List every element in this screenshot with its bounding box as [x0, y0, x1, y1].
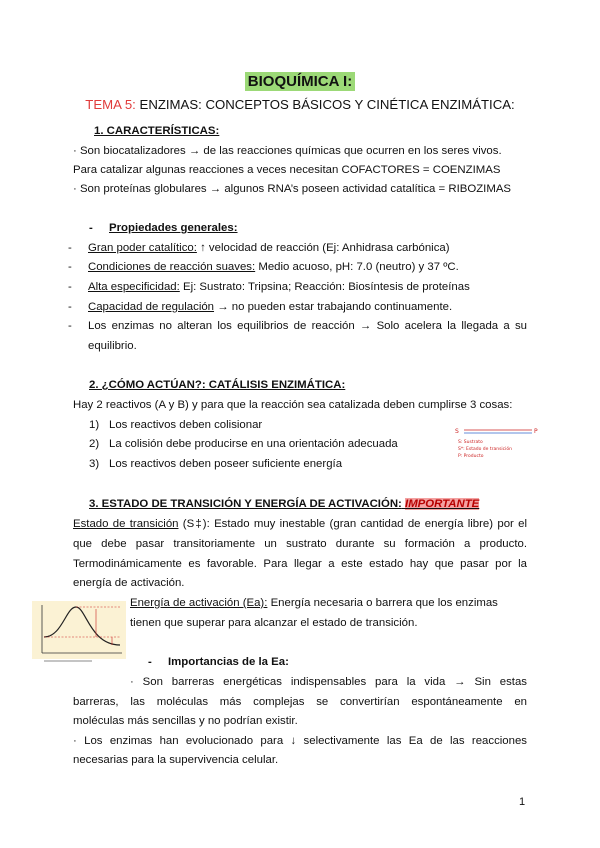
props-item-2: Condiciones de reacción suaves: Medio acuoso, pH: 7.0 (neutro) y 37 ºC.	[88, 261, 459, 273]
imp-line-1: · Son barreras energéticas indispensables para la vida → Sin estas	[130, 676, 527, 688]
tema-label: TEMA 5:	[85, 97, 136, 112]
energy-diagram-bg	[32, 601, 126, 659]
tema-title	[0, 96, 600, 113]
imp-line-4: · Los enzimas han evolucionado para ↓ selectivamente las Ea de las reacciones	[73, 735, 527, 747]
sec1-line-3: · Son proteínas globulares → algunos RNA’s poseen actividad catalítica = RIBOZIMAS	[73, 183, 512, 195]
props-last-line-1: Los enzimas no alteran los equilibrios de reacción → Solo acelera la llegada a su	[88, 320, 527, 332]
sec2-item-1: Los reactivos deben colisionar	[109, 419, 263, 431]
imp-line-5: necesarias para la supervivencia celular.	[73, 754, 279, 766]
props-item-4: Capacidad de regulación → no pueden estar trabajando continuamente.	[88, 301, 453, 313]
page-number: 1	[519, 796, 526, 808]
et-line-3: Termodinámicamente es favorable. Para llegar a este estado hay que pasar por la	[73, 558, 527, 570]
imp-heading: Importancias de la Ea:	[168, 656, 289, 668]
ea-line-1: Energía de activación (Ea): Energía necesaria o barrera que los enzimas	[130, 597, 498, 609]
sec2-item-3: Los reactivos deben poseer suficiente energía	[109, 458, 343, 470]
tema-text: ENZIMAS: CONCEPTOS BÁSICOS Y CINÉTICA ENZIMÁTICA:	[135, 97, 515, 112]
sec2-intro: Hay 2 reactivos (A y B) y para que la reacción sea catalizada deben cumplirse 3 cosas:	[73, 399, 513, 411]
sec2-num-2: 2)	[89, 438, 100, 450]
diagram-legend-2: S*: Estado de transición	[458, 447, 513, 452]
sec1-line-2: Para catalizar algunas reacciones a veces necesitan COFACTORES = COENZIMAS	[73, 164, 501, 176]
props-bullet: -	[89, 222, 93, 234]
imp-bullet: -	[148, 656, 152, 668]
props-item-1: Gran poder catalítico: ↑ velocidad de reacción (Ej: Anhidrasa carbónica)	[88, 242, 450, 254]
ea-line-2: tienen que superar para alcanzar el estado de transición.	[130, 617, 418, 629]
section-3-heading: 3. ESTADO DE TRANSICIÓN Y ENERGÍA DE ACTIVACIÓN: IMPORTANTE	[89, 498, 480, 510]
imp-line-3: moléculas más sencillas y no podrían existir.	[73, 715, 298, 727]
et-line-1: Estado de transición (S‡): Estado muy inestable (gran cantidad de energía libre) por el	[73, 518, 527, 530]
props-heading: Propiedades generales:	[109, 222, 238, 234]
et-line-4: energía de activación.	[73, 577, 185, 589]
section-2-heading: 2. ¿CÓMO ACTÚAN?: CATÁLISIS ENZIMÁTICA:	[89, 379, 346, 391]
imp-line-2: barreras, las moléculas más complejas se convertirían espontáneamente en	[73, 696, 527, 708]
sec2-num-3: 3)	[89, 458, 100, 470]
props-dash-1: -	[68, 242, 72, 254]
sec2-num-1: 1)	[89, 419, 100, 431]
reaction-arrow-diagram	[450, 422, 550, 470]
props-dash-4: -	[68, 301, 72, 313]
props-dash-5: -	[68, 320, 72, 332]
props-last-line-2: equilibrio.	[88, 340, 137, 352]
props-dash-2: -	[68, 261, 72, 273]
document-title	[0, 73, 600, 91]
title-text: BIOQUÍMICA I:	[245, 72, 355, 91]
diagram-legend-3: P: Producto	[458, 454, 484, 459]
important-badge: IMPORTANTE	[405, 498, 480, 510]
sec2-item-2: La colisión debe producirse en una orientación adecuada	[109, 438, 398, 450]
diagram-p: P	[534, 428, 538, 435]
diagram-s: S	[455, 428, 459, 435]
sec1-line-1: · Son biocatalizadores → de las reacciones químicas que ocurren en los seres vivos.	[73, 145, 502, 157]
section-1-heading: 1. CARACTERÍSTICAS:	[94, 125, 220, 137]
energy-diagram-image	[32, 601, 126, 665]
et-line-2: que debe pasar transitoriamente un sustrato durante su formación a producto.	[73, 538, 527, 550]
diagram-legend-1: S: Sustrato	[458, 440, 483, 445]
props-dash-3: -	[68, 281, 72, 293]
props-item-3: Alta especificidad: Ej: Sustrato: Tripsina; Reacción: Biosíntesis de proteínas	[88, 281, 470, 293]
